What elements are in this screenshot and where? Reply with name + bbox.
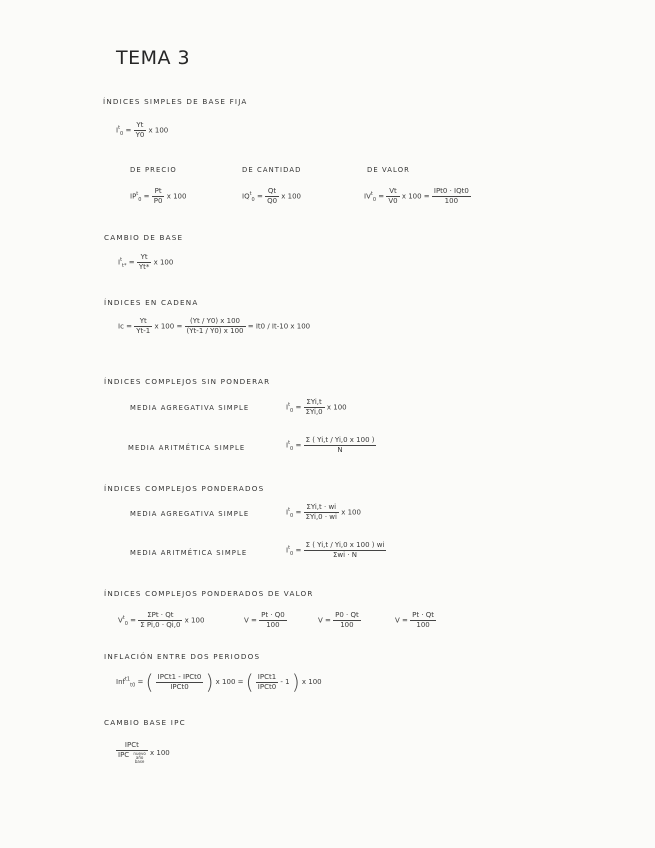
formula-inflacion: Inf$^{t1}_{t0}$ = ( $\frac{\text{IPCt1 - IPCt0}}{\text{IPCt0}}$ ) x 100 = ( $\frac{\text{IPCt1}}{\text{IPCt0}}$ - 1 ) x 100 [116, 670, 322, 694]
formula-v4: V = $\frac{Pt \cdot Qt}{100}$ [395, 611, 435, 629]
section-heading: INFLACIÓN ENTRE DOS PERIODOS [104, 652, 261, 661]
formula-cadena: Ic = $\frac{Yt}{Yt-1}$ x 100 = $\frac{(Yt / Y0) x 100}{(Yt-1 / Y0) x 100}$ = It0 / It-10 x 100 [118, 317, 311, 335]
subheading-valor: DE VALOR [367, 166, 410, 174]
formula-valor: $IV^t_0$ = $\frac{Vt}{V0}$ x 100 = $\frac{\text{IPt0 · IQt0}}{100}$ [364, 187, 469, 205]
formula-aritmetica-ponderada: $I^t_0$ = $\frac{\Sigma ( Yi,t / Yi,0 x 100 ) wi}{\text{Σwi · N}}$ [286, 541, 385, 559]
formula-cantidad: $IQ^t_0$ = $\frac{Qt}{Q0}$ x 100 [242, 187, 301, 205]
formula-agregativa-simple: $I^t_0$ = $\frac{\text{ΣYi,t}}{\text{ΣYi,0}}$ x 100 [286, 398, 347, 416]
section-heading: CAMBIO BASE IPC [104, 718, 186, 727]
formula-precio: $IP^t_0$ = $\frac{Pt}{P0}$ x 100 [130, 187, 187, 205]
formula-aritmetica-simple: $I^t_0$ = $\frac{\Sigma ( Yi,t / Yi,0 x 100 )}{N}$ [286, 436, 375, 454]
section-heading: ÍNDICES COMPLEJOS PONDERADOS DE VALOR [104, 589, 314, 598]
subheading-agregativa: MEDIA AGREGATIVA SIMPLE [130, 510, 250, 518]
subheading-cantidad: DE CANTIDAD [242, 166, 302, 174]
formula-cambio-base: $I^t_{t*}$ = $\frac{Yt}{Yt*}$ x 100 [118, 253, 174, 271]
subheading-aritmetica: MEDIA ARITMÉTICA SIMPLE [130, 549, 248, 557]
formula-valor-ponderado: $V^t_0$ = $\frac{\text{ΣPt · Qt}}{\text{Σ Pi,0 · Qi,0}}$ x 100 [118, 611, 205, 629]
subheading-precio: DE PRECIO [130, 166, 177, 174]
section-heading: CAMBIO DE BASE [104, 233, 184, 242]
formula-v3: V = $\frac{P0 \cdot Qt}{100}$ [318, 611, 359, 629]
formula-v2: V = $\frac{Pt \cdot Q0}{100}$ [244, 611, 285, 629]
page-title: TEMA 3 [116, 47, 191, 69]
section-heading: ÍNDICES COMPLEJOS PONDERADOS [104, 484, 265, 493]
formula-agregativa-ponderada: $I^t_0$ = $\frac{\text{ΣYi,t · wi}}{\text{ΣYi,0 · wi}}$ x 100 [286, 503, 361, 521]
formula-base-fija: $I^t_0$ = $\frac{Yt}{Y0}$ x 100 [116, 121, 169, 139]
formula-cambio-base-ipc: IPCt IPC nuevo año base x 100 [118, 741, 170, 764]
section-heading: ÍNDICES SIMPLES DE BASE FIJA [103, 97, 248, 106]
subheading-aritmetica: MEDIA ARITMÉTICA SIMPLE [128, 444, 246, 452]
section-heading: ÍNDICES EN CADENA [104, 298, 199, 307]
subheading-agregativa: MEDIA AGREGATIVA SIMPLE [130, 404, 250, 412]
section-heading: ÍNDICES COMPLEJOS SIN PONDERAR [104, 377, 271, 386]
